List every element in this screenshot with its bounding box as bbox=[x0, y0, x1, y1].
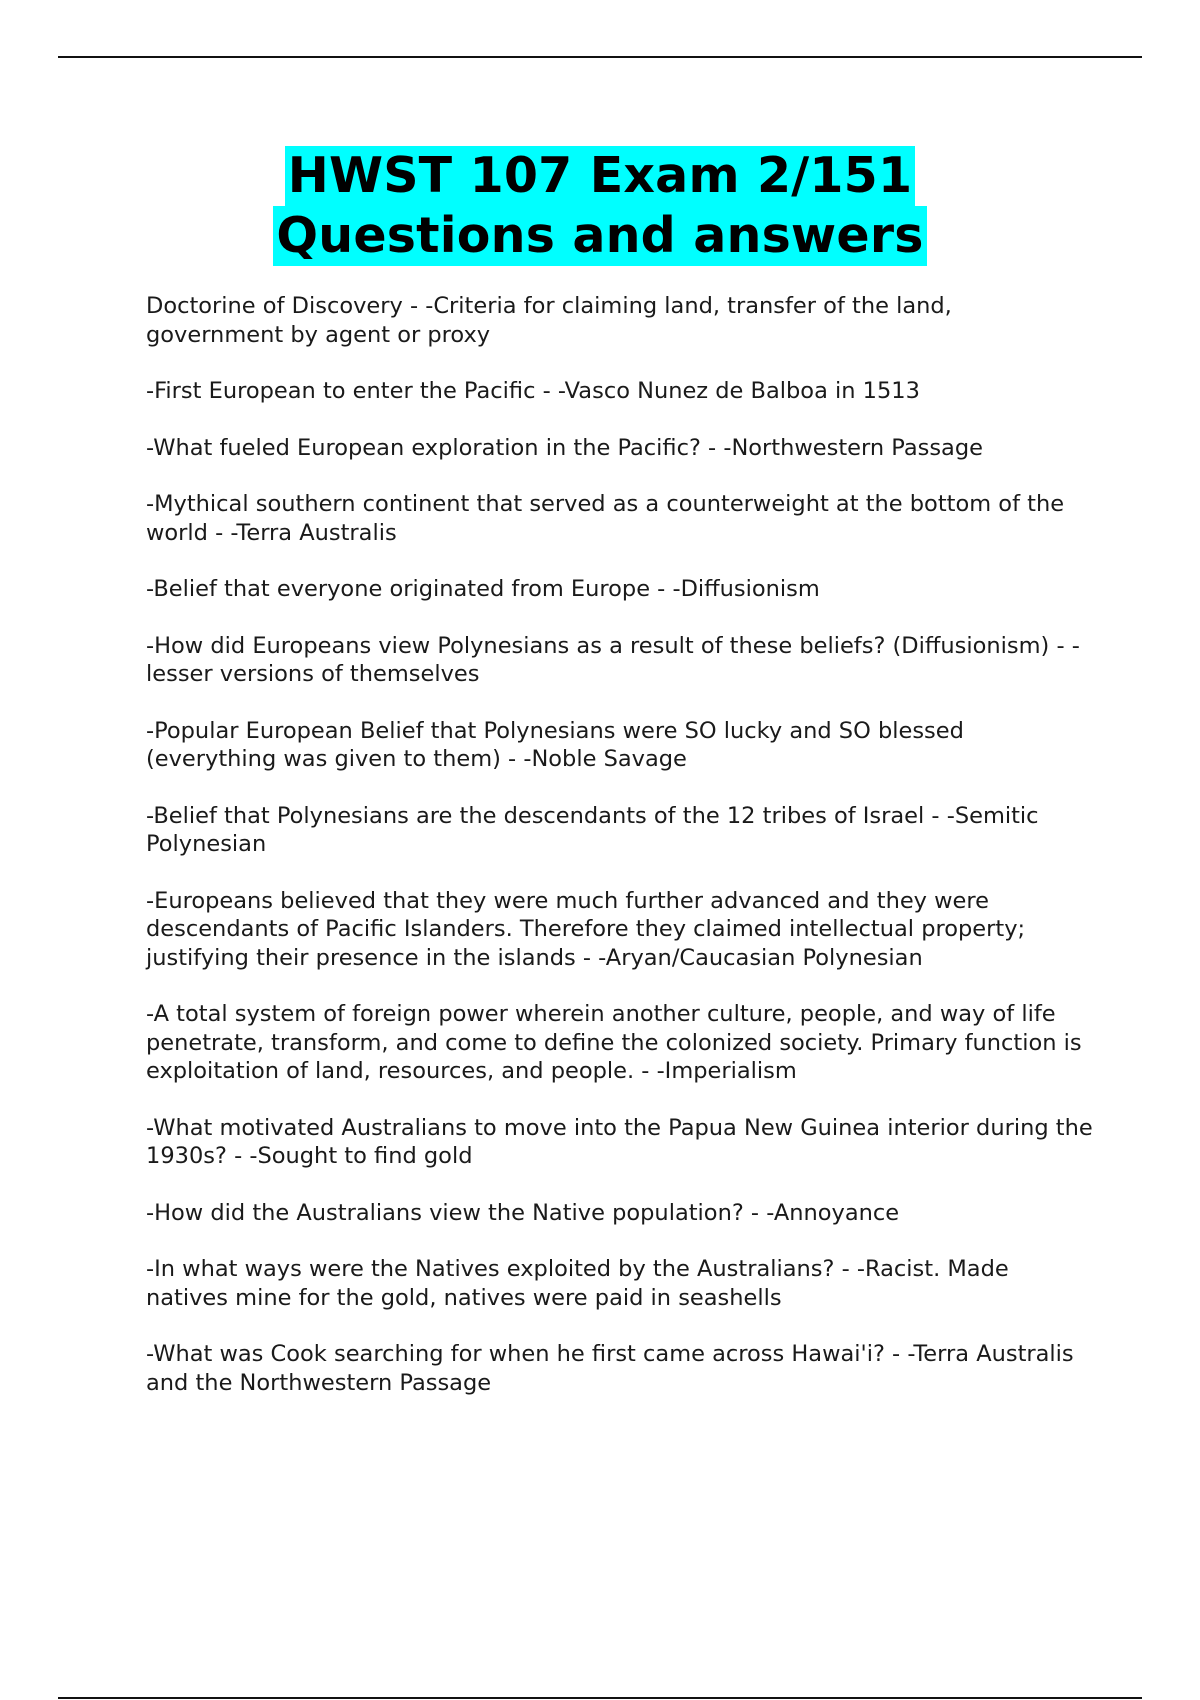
document-title bbox=[0, 146, 1200, 266]
qa-entry: -How did the Australians view the Native population? - -Annoyance bbox=[146, 1199, 900, 1226]
qa-entry: -What fueled European exploration in the Pacific? - -Northwestern Passage bbox=[146, 434, 983, 461]
top-rule bbox=[58, 56, 1142, 58]
qa-entry: -Popular European Belief that Polynesians were SO lucky and SO blessed (everything was given to them) - -Noble Savage bbox=[146, 717, 964, 772]
qa-entry: Doctorine of Discovery - -Criteria for claiming land, transfer of the land, government by agent or proxy bbox=[146, 293, 952, 348]
qa-list bbox=[146, 292, 1096, 1425]
qa-entry: -Belief that everyone originated from Europe - -Diffusionism bbox=[146, 576, 820, 602]
qa-entry: -A total system of foreign power wherein another culture, people, and way of life penetrate, transform, and come to define the colonized society. Primary function is exploitation of land, resources, and people. - -Imperialism bbox=[146, 1001, 1082, 1084]
qa-entry: -What was Cook searching for when he first came across Hawai'i? - -Terra Australis and the Northwestern Passage bbox=[146, 1341, 1074, 1396]
qa-entry: -Mythical southern continent that served as a counterweight at the bottom of the world - -Terra Australis bbox=[146, 491, 1065, 546]
title-line-1: HWST 107 Exam 2/151 bbox=[285, 146, 916, 206]
qa-entry: -What motivated Australians to move into the Papua New Guinea interior during the 1930s? - -Sought to find gold bbox=[146, 1114, 1093, 1169]
title-line-2: Questions and answers bbox=[273, 206, 926, 266]
qa-entry: -Belief that Polynesians are the descendants of the 12 tribes of Israel - -Semitic Polynesian bbox=[146, 802, 1039, 857]
qa-entry: -Europeans believed that they were much further advanced and they were descendants of Pacific Islanders. Therefore they claimed intellectual property; justifying their presence in the islands - -Aryan/Caucasian Polynesian bbox=[146, 887, 1026, 971]
qa-entry: -First European to enter the Pacific - -Vasco Nunez de Balboa in 1513 bbox=[146, 378, 920, 404]
qa-entry: -In what ways were the Natives exploited by the Australians? - -Racist. Made natives mine for the gold, natives were paid in seashells bbox=[146, 1256, 1009, 1311]
bottom-rule bbox=[58, 1697, 1142, 1699]
qa-entry: -How did Europeans view Polynesians as a result of these beliefs? (Diffusionism) - -lesser versions of themselves bbox=[146, 632, 1080, 687]
